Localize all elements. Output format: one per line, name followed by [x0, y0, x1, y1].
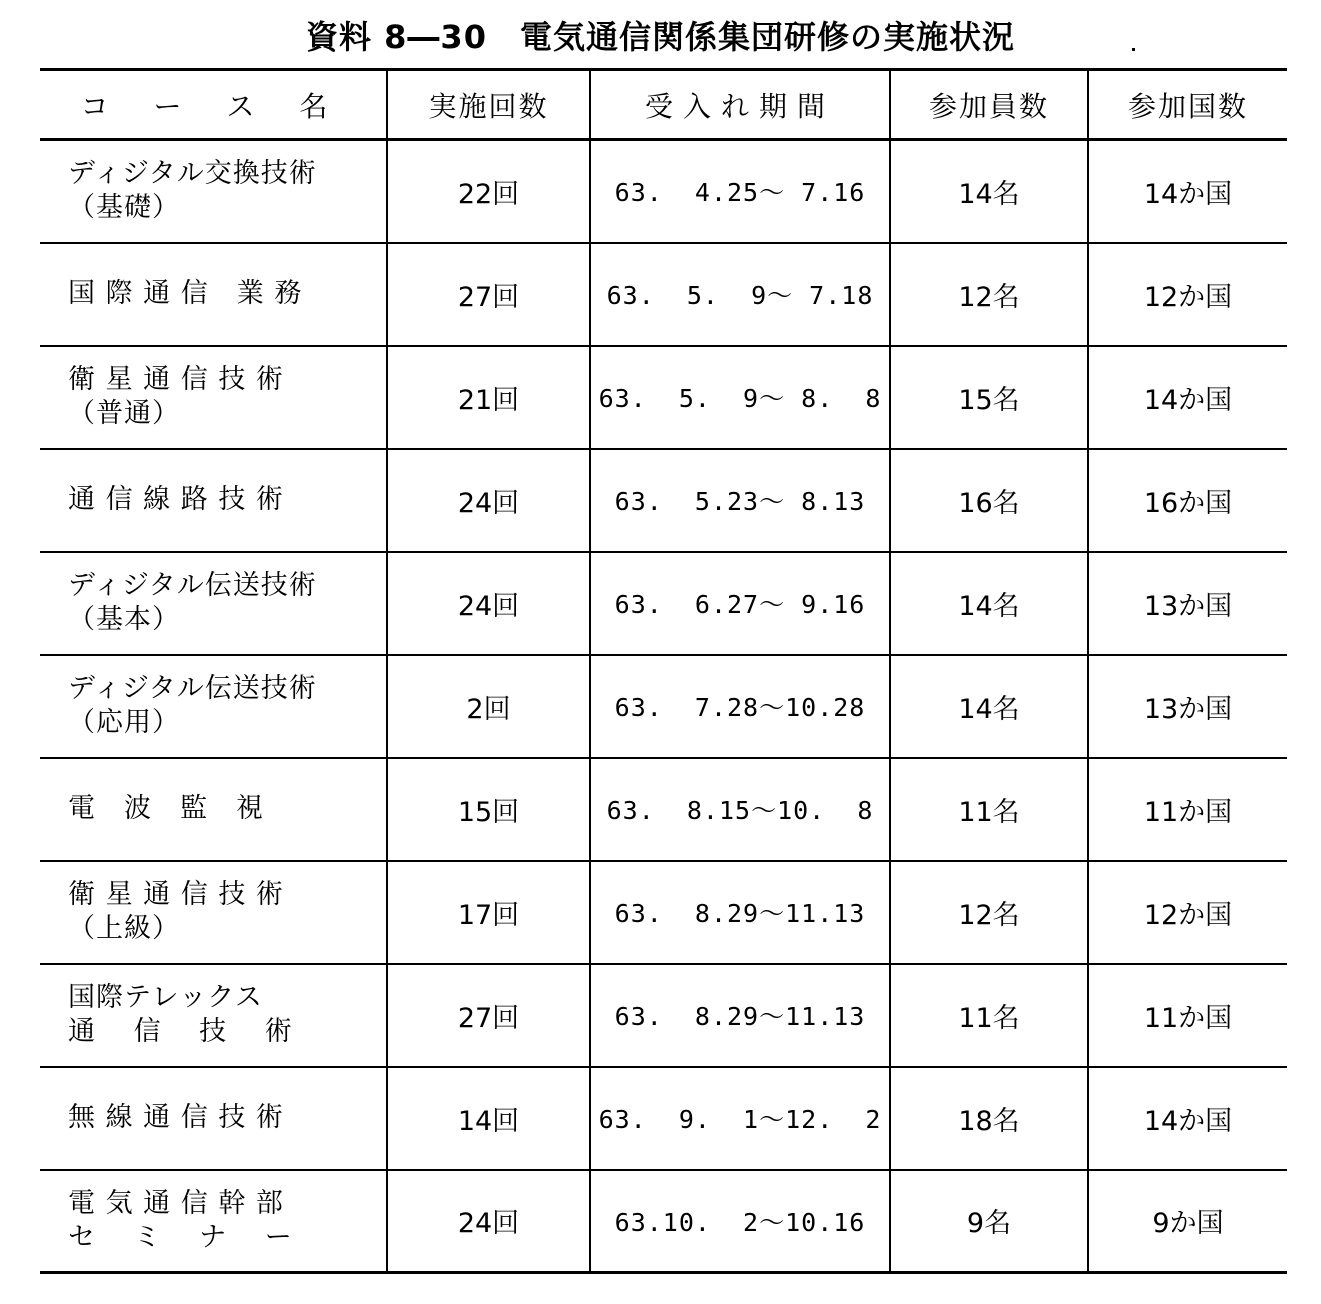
cell-count — [387, 140, 590, 243]
table-row — [40, 964, 1287, 1067]
cell-participants — [890, 861, 1088, 964]
cell-count — [387, 552, 590, 655]
cell-period — [590, 552, 890, 655]
cell-course — [40, 346, 387, 449]
course-name — [68, 792, 358, 826]
cell-count-value: 15回 — [457, 796, 520, 828]
cell-count-value: 14回 — [457, 1105, 520, 1137]
cell-period — [590, 140, 890, 243]
cell-period-value: 63. 4.25〜 7.16 — [614, 178, 866, 208]
course-name-line2: セ ミ ナ ー — [68, 1221, 293, 1253]
cell-period-value: 63. 8.15〜10. 8 — [606, 796, 874, 825]
cell-count-value: 17回 — [457, 899, 520, 931]
cell-participants-value: 12名 — [958, 281, 1020, 313]
cell-count-value: 2回 — [466, 693, 511, 725]
table-row — [40, 655, 1287, 758]
cell-countries-value: 13か国 — [1143, 590, 1233, 622]
cell-participants-value: 9名 — [966, 1208, 1012, 1240]
header-period: 受入れ期間 — [590, 70, 890, 140]
course-name-line1: ディジタル交換技術 — [68, 158, 317, 190]
header-row — [40, 70, 1287, 140]
cell-period — [590, 346, 890, 449]
cell-count-value: 24回 — [457, 487, 520, 519]
table-row — [40, 449, 1287, 552]
course-name — [68, 878, 358, 946]
cell-count-value: 22回 — [457, 178, 520, 210]
cell-participants-value: 11名 — [958, 1002, 1020, 1034]
cell-course — [40, 1067, 387, 1170]
cell-participants — [890, 964, 1088, 1067]
cell-count — [387, 1067, 590, 1170]
cell-countries-value: 14か国 — [1143, 384, 1233, 416]
cell-period — [590, 964, 890, 1067]
table-row — [40, 1170, 1287, 1273]
table-row — [40, 552, 1287, 655]
course-name-line1: 電 気 通 信 幹 部 — [68, 1187, 284, 1219]
stray-dot — [1132, 48, 1135, 51]
training-table — [40, 68, 1287, 1274]
course-name — [68, 483, 358, 517]
cell-count — [387, 1170, 590, 1273]
cell-countries — [1088, 655, 1287, 758]
cell-count — [387, 964, 590, 1067]
cell-participants-value: 16名 — [958, 487, 1020, 519]
course-name-line2: （普通） — [68, 398, 180, 429]
cell-count — [387, 346, 590, 449]
cell-countries — [1088, 552, 1287, 655]
cell-count-value: 24回 — [457, 590, 520, 622]
cell-course — [40, 1170, 387, 1273]
header-count: 実施回数 — [428, 89, 549, 123]
cell-period-value: 63. 9. 1〜12. 2 — [598, 1105, 882, 1134]
cell-countries — [1088, 449, 1287, 552]
cell-period-value: 63.10. 2〜10.16 — [614, 1207, 866, 1237]
cell-course — [40, 449, 387, 552]
course-name-line1: ディジタル伝送技術 — [68, 570, 317, 601]
cell-period-value: 63. 5. 9〜 8. 8 — [598, 384, 882, 413]
course-name-line2: 通 信 技 術 — [68, 1016, 293, 1047]
cell-participants-value: 12名 — [958, 899, 1020, 931]
cell-countries-value: 13か国 — [1143, 693, 1233, 725]
table-row — [40, 346, 1287, 449]
cell-countries-value: 11か国 — [1143, 796, 1233, 828]
cell-countries — [1088, 346, 1287, 449]
cell-period — [590, 449, 890, 552]
cell-participants-value: 14名 — [958, 178, 1020, 210]
cell-period-value: 63. 6.27〜 9.16 — [614, 590, 866, 619]
table-row — [40, 758, 1287, 861]
cell-participants — [890, 552, 1088, 655]
course-name-line2: （上級） — [68, 913, 180, 944]
cell-countries-value: 11か国 — [1143, 1002, 1233, 1034]
course-name-line1: 電 波 監 視 — [68, 793, 264, 824]
cell-period-value: 63. 8.29〜11.13 — [614, 1002, 866, 1031]
cell-count-value: 24回 — [457, 1208, 520, 1240]
cell-course — [40, 655, 387, 758]
cell-countries — [1088, 964, 1287, 1067]
header-course: コ ー ス 名 — [40, 70, 387, 140]
cell-period-value: 63. 5.23〜 8.13 — [614, 487, 866, 516]
course-name-line2: （基本） — [68, 604, 180, 635]
cell-participants-value: 18名 — [958, 1105, 1020, 1137]
cell-course — [40, 243, 387, 346]
cell-course — [40, 861, 387, 964]
course-name — [68, 157, 358, 225]
course-name-line1: 衛 星 通 信 技 術 — [68, 879, 284, 910]
cell-course — [40, 964, 387, 1067]
course-name — [68, 277, 358, 311]
course-name — [68, 672, 358, 740]
cell-participants — [890, 243, 1088, 346]
course-name-line1: 国 際 通 信 業 務 — [68, 278, 303, 309]
cell-period-value: 63. 7.28〜10.28 — [614, 693, 866, 722]
cell-count — [387, 861, 590, 964]
page-title: 資料 8―30 電気通信関係集団研修の実施状況 — [306, 18, 1015, 56]
cell-period-value: 63. 5. 9〜 7.18 — [606, 281, 874, 310]
cell-participants — [890, 758, 1088, 861]
table-row — [40, 861, 1287, 964]
course-name — [68, 981, 358, 1049]
cell-countries — [1088, 861, 1287, 964]
cell-countries-value: 16か国 — [1143, 487, 1233, 519]
cell-count-value: 27回 — [457, 1002, 520, 1034]
cell-period — [590, 243, 890, 346]
course-name-line1: 無 線 通 信 技 術 — [68, 1102, 284, 1133]
cell-countries-value: 14か国 — [1143, 178, 1233, 210]
course-name — [68, 569, 358, 637]
cell-participants-value: 11名 — [958, 796, 1020, 828]
cell-period — [590, 758, 890, 861]
table-row — [40, 1067, 1287, 1170]
cell-course — [40, 552, 387, 655]
cell-participants — [890, 140, 1088, 243]
cell-count-value: 21回 — [457, 384, 520, 416]
course-name-line2: （基礎） — [68, 192, 180, 224]
course-name-line1: ディジタル伝送技術 — [68, 673, 317, 704]
cell-countries — [1088, 1170, 1287, 1273]
cell-countries-value: 12か国 — [1143, 281, 1233, 313]
cell-participants — [890, 1170, 1088, 1273]
cell-period — [590, 1170, 890, 1273]
cell-participants — [890, 346, 1088, 449]
cell-countries-value: 14か国 — [1143, 1105, 1233, 1137]
cell-count — [387, 758, 590, 861]
cell-period-value: 63. 8.29〜11.13 — [614, 899, 866, 928]
cell-period — [590, 655, 890, 758]
header-participants: 参加員数 — [890, 70, 1088, 140]
cell-participants — [890, 449, 1088, 552]
table-row — [40, 243, 1287, 346]
cell-countries-value: 12か国 — [1143, 899, 1233, 931]
cell-countries — [1088, 758, 1287, 861]
cell-participants — [890, 1067, 1088, 1170]
cell-period — [590, 1067, 890, 1170]
cell-count — [387, 655, 590, 758]
header-countries: 参加国数 — [1088, 70, 1287, 140]
cell-participants-value: 14名 — [958, 693, 1020, 725]
course-name-line1: 衛 星 通 信 技 術 — [68, 364, 284, 395]
cell-countries — [1088, 243, 1287, 346]
cell-countries — [1088, 1067, 1287, 1170]
cell-course — [40, 140, 387, 243]
course-name-line1: 国際テレックス — [68, 982, 263, 1013]
cell-participants-value: 15名 — [958, 384, 1020, 416]
cell-countries-value: 9か国 — [1152, 1208, 1224, 1240]
course-name — [68, 1101, 358, 1135]
course-name-line2: （応用） — [68, 707, 180, 738]
cell-period — [590, 861, 890, 964]
course-name — [68, 363, 358, 431]
cell-countries — [1088, 140, 1287, 243]
course-name-line1: 通 信 線 路 技 術 — [68, 484, 284, 515]
cell-count — [387, 243, 590, 346]
cell-participants-value: 14名 — [958, 590, 1020, 622]
cell-course — [40, 758, 387, 861]
cell-count-value: 27回 — [457, 281, 520, 313]
cell-participants — [890, 655, 1088, 758]
cell-count — [387, 449, 590, 552]
table-row — [40, 140, 1287, 243]
course-name — [68, 1187, 358, 1255]
